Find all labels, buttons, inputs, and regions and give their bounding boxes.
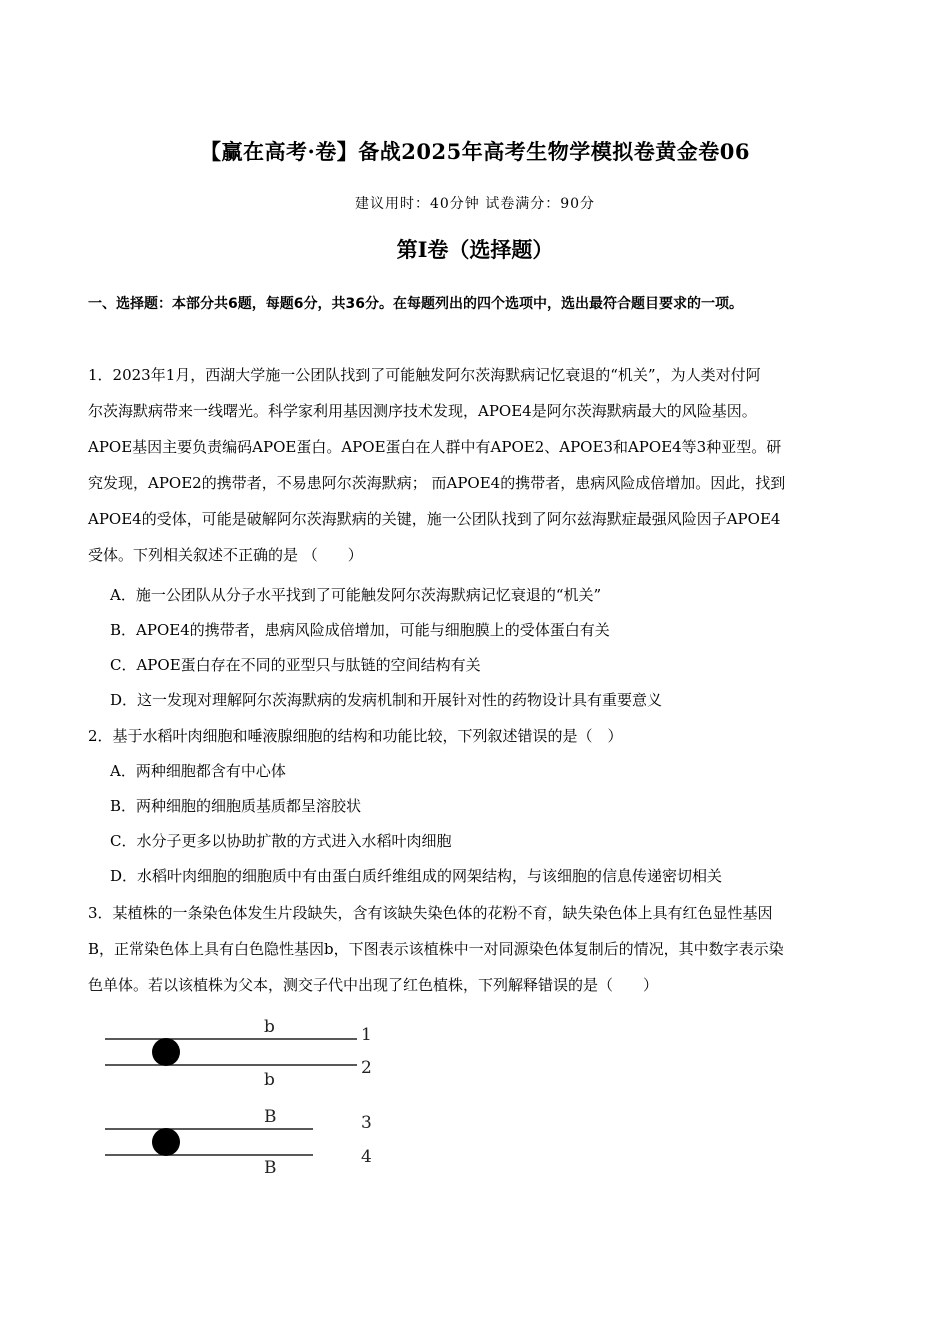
option-d: D．水稻叶肉细胞的细胞质中有由蛋白质纤维组成的网架结构，与该细胞的信息传递密切相关: [110, 867, 723, 885]
option-d: D．这一发现对理解阿尔茨海默病的发病机制和开展针对性的药物设计具有重要意义: [110, 691, 663, 709]
centromere-upper: [152, 1038, 180, 1066]
stem-line: APOE4的受体，可能是破解阿尔茨海默病的关键，施一公团队找到了阿尔兹海默症最强风险因子APOE4: [88, 510, 781, 528]
question-2-stem: [88, 718, 868, 754]
stem-line: 3．某植株的一条染色体发生片段缺失，含有该缺失染色体的花粉不育，缺失染色体上具有红色显性基因: [88, 904, 773, 922]
option-a: A．施一公团队从分子水平找到了可能触发阿尔茨海默病记忆衰退的“机关”: [110, 586, 602, 604]
stem-line: 2．基于水稻叶肉细胞和唾液腺细胞的结构和功能比较，下列叙述错误的是（ ）: [88, 727, 623, 745]
stem-line: 究发现，APOE2的携带者，不易患阿尔茨海默病； 而APOE4的携带者，患病风险成倍增加。因此，找到: [88, 474, 786, 492]
question-2-options: [110, 754, 870, 894]
chromosome-diagram: [95, 1012, 395, 1182]
chromatid-number-1: 1: [361, 1025, 372, 1045]
gene-label-B-lower: B: [264, 1158, 277, 1178]
chromatid-number-2: 2: [361, 1058, 372, 1078]
gene-label-b-upper: b: [264, 1017, 275, 1037]
stem-line: APOE基因主要负责编码APOE蛋白。APOE蛋白在人群中有APOE2、APOE3和APOE4等3种亚型。研: [88, 438, 782, 456]
page-title: 【赢在高考·卷】备战2025年高考生物学模拟卷黄金卷06: [200, 139, 750, 164]
stem-line: B，正常染色体上具有白色隐性基因b，下图表示该植株中一对同源染色体复制后的情况，其中数字表示染: [88, 940, 784, 958]
option-c: C．水分子更多以协助扩散的方式进入水稻叶肉细胞: [110, 832, 452, 850]
option-a: A．两种细胞都含有中心体: [110, 762, 286, 780]
stem-line: 1．2023年1月，西湖大学施一公团队找到了可能触发阿尔茨海默病记忆衰退的“机关”，为人类对付阿: [88, 366, 761, 384]
gene-label-b-lower: b: [264, 1070, 275, 1090]
question-1-stem: [88, 357, 868, 573]
chromatid-number-3: 3: [361, 1113, 372, 1133]
option-b: B．两种细胞的细胞质基质都呈溶胶状: [110, 797, 362, 815]
stem-line: 尔茨海默病带来一线曙光。科学家利用基因测序技术发现，APOE4是阿尔茨海默病最大的风险基因。: [88, 402, 757, 420]
question-1-options: [110, 578, 870, 718]
gene-label-B-upper: B: [264, 1107, 277, 1127]
centromere-lower: [152, 1128, 180, 1156]
question-3-stem: [88, 895, 868, 1003]
stem-line: 受体。下列相关叙述不正确的是 （ ）: [88, 546, 363, 564]
stem-line: 色单体。若以该植株为父本，测交子代中出现了红色植株，下列解释错误的是（ ）: [88, 976, 659, 994]
exam-meta: 建议用时：40分钟 试卷满分：90分: [354, 196, 596, 212]
chromatid-number-4: 4: [361, 1147, 372, 1167]
section-title: 第I卷（选择题）: [396, 237, 554, 262]
option-b: B．APOE4的携带者，患病风险成倍增加，可能与细胞膜上的受体蛋白有关: [110, 621, 610, 639]
option-c: C．APOE蛋白存在不同的亚型只与肽链的空间结构有关: [110, 656, 481, 674]
section-instruction: 一、选择题：本部分共6题，每题6分，共36分。在每题列出的四个选项中，选出最符合题目要求的一项。: [88, 296, 743, 312]
